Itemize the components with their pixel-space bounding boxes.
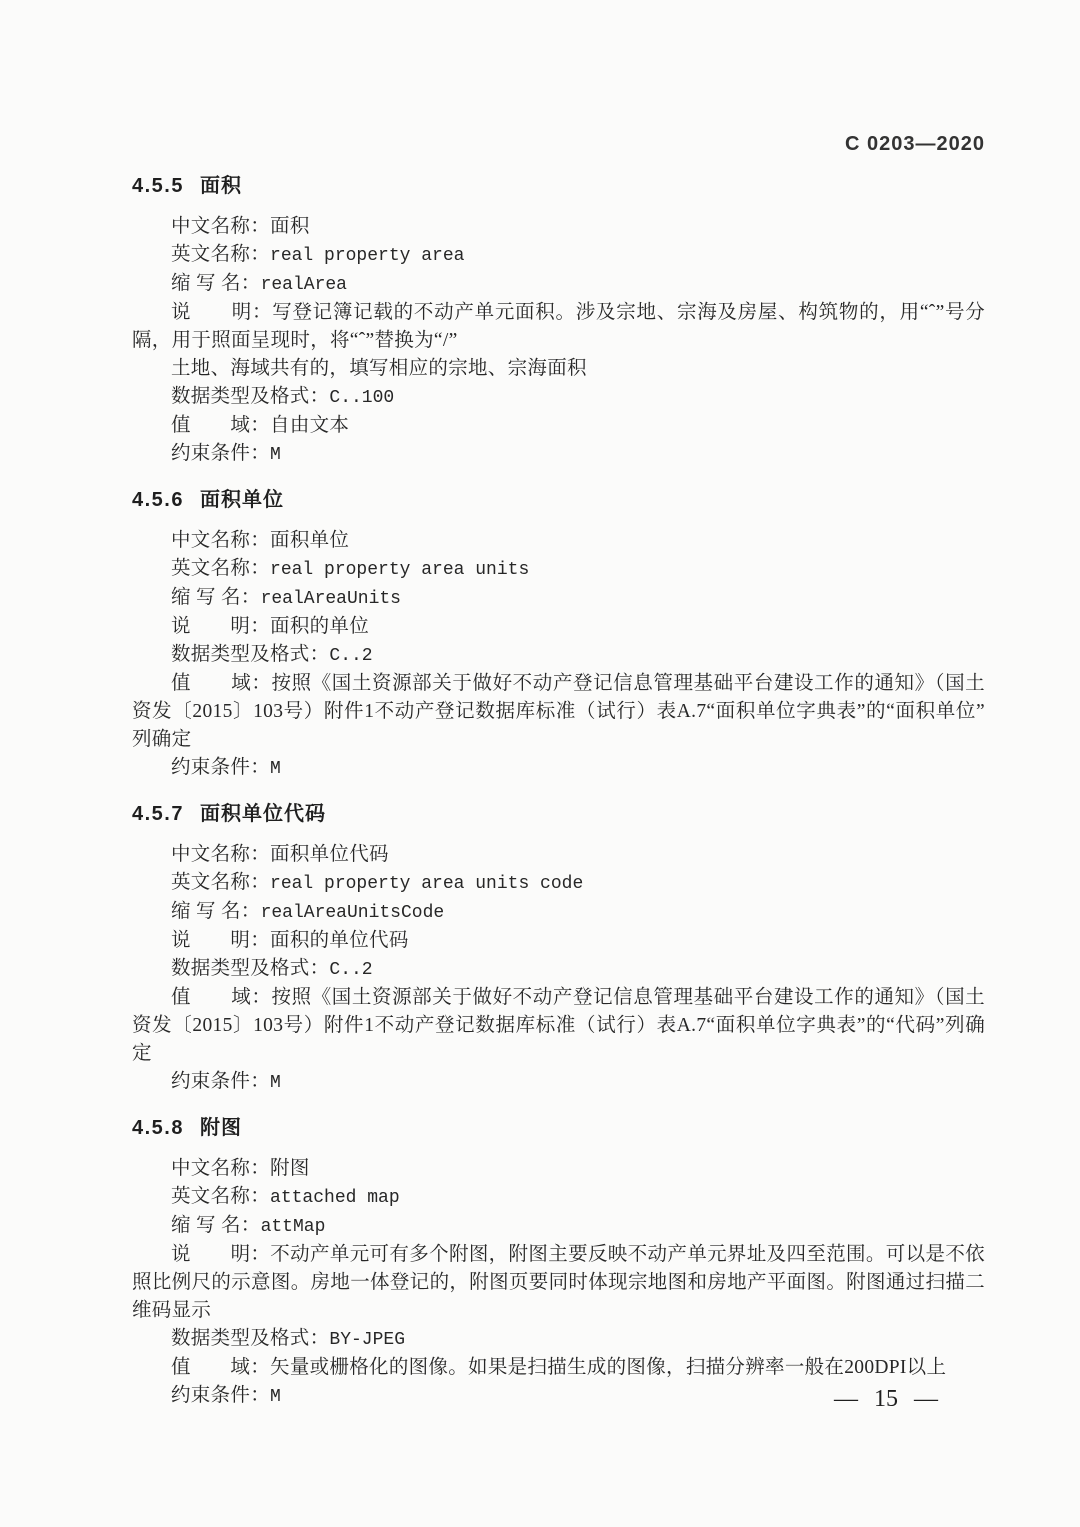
field-label: 说 明：: [171, 1244, 271, 1265]
field-value: 写登记簿记载的不动产单元面积。涉及宗地、宗海及房屋、构筑物的，用“ˆ”号分隔，用于照面呈现时，将“ˆ”替换为“/”: [132, 302, 985, 351]
field-value: 面积单位: [270, 530, 350, 551]
field-label: 值 域：: [171, 673, 272, 694]
field-line: [132, 841, 985, 869]
doc-header: [132, 133, 985, 155]
field-value: realArea: [260, 275, 347, 295]
field-line: [132, 527, 985, 555]
field-value: M: [270, 1073, 281, 1093]
field-label: 数据类型及格式：: [171, 1328, 330, 1349]
field-value: M: [270, 445, 281, 465]
field-line: [132, 641, 985, 670]
field-value: 不动产单元可有多个附图，附图主要反映不动产单元界址及四至范围。可以是不依照比例尺的示意图。房地一体登记的，附图页要同时体现宗地图和房地产平面图。附图通过扫描二维码显示: [132, 1244, 985, 1321]
field-label: 约束条件：: [171, 443, 271, 464]
field-label: 值 域：: [171, 1357, 271, 1378]
field-label: 中文名称：: [171, 216, 271, 237]
field-line: [132, 412, 985, 440]
field-line: [132, 213, 985, 241]
field-label: 数据类型及格式：: [171, 386, 330, 407]
field-line: [132, 898, 985, 927]
doc-footer: [834, 1386, 938, 1413]
field-value: BY-JPEG: [329, 1330, 406, 1350]
section-title: 面积单位: [199, 489, 284, 511]
field-value: 面积的单位: [270, 616, 370, 637]
field-label: 中文名称：: [171, 1158, 271, 1179]
page-number: — 15 —: [834, 1386, 938, 1412]
field-line: [132, 1212, 985, 1241]
field-line: [132, 955, 985, 984]
field-value: 面积的单位代码: [270, 930, 409, 951]
field-label: 说 明：: [171, 930, 271, 951]
section-title: 面积: [199, 175, 242, 197]
field-line: [132, 584, 985, 613]
field-line: [132, 1068, 985, 1097]
section-heading: [132, 173, 985, 200]
field-line: [132, 555, 985, 584]
field-line: [132, 299, 985, 355]
field-value: realAreaUnits: [260, 589, 401, 609]
field-label: 值 域：: [171, 415, 271, 436]
field-label: 中文名称：: [171, 844, 271, 865]
field-line: [132, 869, 985, 898]
field-value: 面积单位代码: [270, 844, 389, 865]
field-label: 英文名称：: [171, 872, 271, 893]
section-number: 4.5.8: [132, 1117, 184, 1139]
field-label: 说 明：: [171, 616, 271, 637]
field-line: [132, 241, 985, 270]
field-value: C..2: [329, 960, 373, 980]
section-heading: [132, 487, 985, 514]
field-line: [132, 984, 985, 1068]
field-line: [132, 1325, 985, 1354]
field-value: 面积: [270, 216, 310, 237]
section-number: 4.5.7: [132, 803, 184, 825]
field-label: 约束条件：: [171, 1385, 271, 1406]
field-line: [132, 670, 985, 754]
field-value: real property area units: [270, 560, 530, 580]
field-value: C..2: [329, 646, 373, 666]
field-value: real property area: [270, 246, 465, 266]
field-label: 约束条件：: [171, 757, 271, 778]
section-heading: [132, 1115, 985, 1142]
field-value: 自由文本: [270, 415, 350, 436]
field-line: [132, 270, 985, 299]
field-line: [132, 1155, 985, 1183]
field-label: 说 明：: [171, 302, 273, 323]
field-value: 矢量或栅格化的图像。如果是扫描生成的图像，扫描分辨率一般在200DPI以上: [270, 1357, 947, 1378]
section-heading: [132, 801, 985, 828]
field-value: 附图: [270, 1158, 310, 1179]
field-value: real property area units code: [270, 874, 584, 894]
field-value: realAreaUnitsCode: [260, 903, 445, 923]
field-line: [132, 754, 985, 783]
doc-body: [132, 173, 985, 1411]
field-label: 缩 写 名：: [171, 273, 261, 294]
field-value: C..100: [329, 388, 395, 408]
field-line: [132, 1241, 985, 1325]
field-line: [132, 1354, 985, 1382]
section-number: 4.5.6: [132, 489, 184, 511]
field-label: 约束条件：: [171, 1071, 271, 1092]
field-label: 中文名称：: [171, 530, 271, 551]
section-number: 4.5.5: [132, 175, 184, 197]
field-value: M: [270, 1387, 281, 1407]
field-label: 缩 写 名：: [171, 587, 261, 608]
field-label: 数据类型及格式：: [171, 644, 330, 665]
field-value: 按照《国土资源部关于做好不动产登记信息管理基础平台建设工作的通知》（国土资发〔2015〕103号）附件1不动产登记数据库标准（试行）表A.7“面积单位字典表”的“代码”列确定: [132, 987, 985, 1064]
doc-code: C 0203—2020: [845, 133, 985, 155]
field-line: [132, 1183, 985, 1212]
field-line: [132, 927, 985, 955]
field-value: 按照《国土资源部关于做好不动产登记信息管理基础平台建设工作的通知》（国土资发〔2015〕103号）附件1不动产登记数据库标准（试行）表A.7“面积单位字典表”的“面积单位”列确定: [132, 673, 985, 750]
field-line: [132, 613, 985, 641]
field-label: 数据类型及格式：: [171, 958, 330, 979]
continuation-line: 土地、海域共有的，填写相应的宗地、宗海面积: [171, 358, 587, 379]
field-label: 英文名称：: [171, 558, 271, 579]
section-title: 附图: [199, 1117, 242, 1139]
field-label: 值 域：: [171, 987, 272, 1008]
field-value: M: [270, 759, 281, 779]
field-value: attached map: [270, 1188, 400, 1208]
field-label: 缩 写 名：: [171, 901, 261, 922]
field-line: [132, 440, 985, 469]
field-label: 英文名称：: [171, 244, 271, 265]
field-value: attMap: [260, 1217, 326, 1237]
field-label: 英文名称：: [171, 1186, 271, 1207]
section-title: 面积单位代码: [199, 803, 326, 825]
field-label: 缩 写 名：: [171, 1215, 261, 1236]
field-line: [132, 383, 985, 412]
